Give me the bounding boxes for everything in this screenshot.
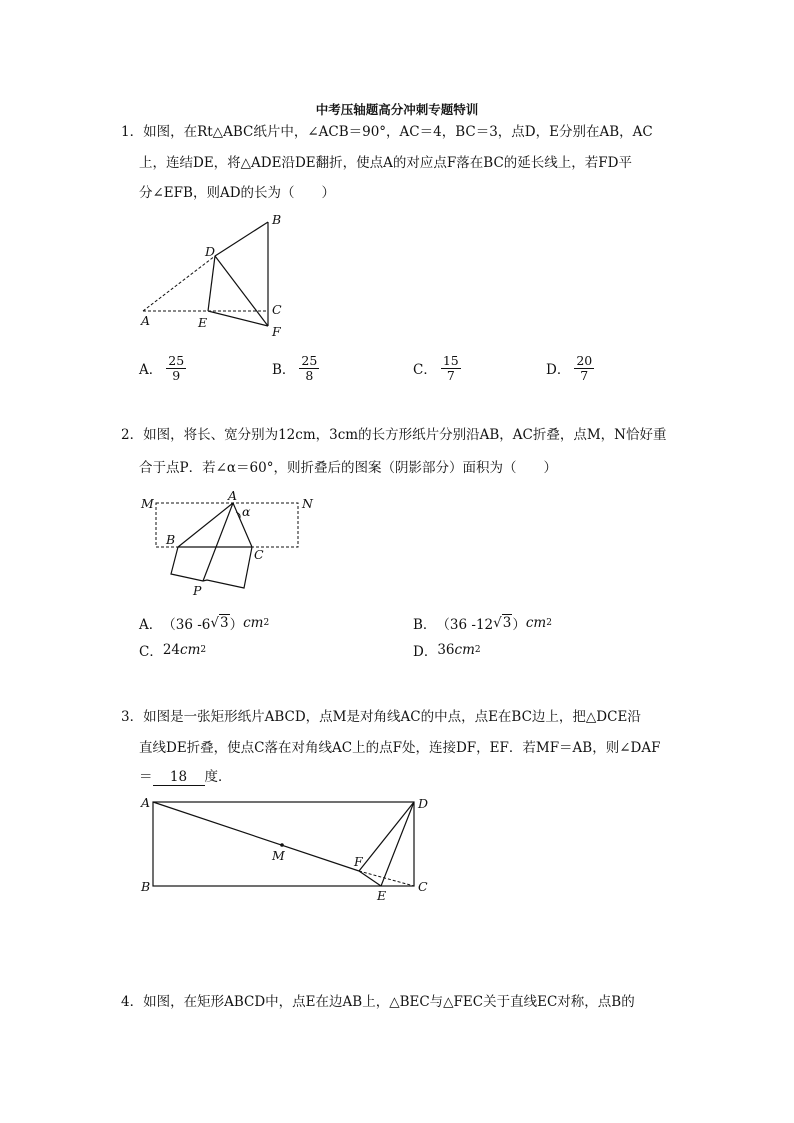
q2-label-C: C bbox=[254, 547, 264, 562]
q2-choice-b-unit: cm bbox=[525, 615, 547, 631]
q2-choice-a-radicand: 3 bbox=[219, 615, 229, 631]
q3-label-D: D bbox=[418, 796, 429, 811]
q2-choice-b-post: ） bbox=[512, 617, 526, 633]
q2-choice-d-letter: D． bbox=[413, 644, 438, 660]
q1-label-E: E bbox=[198, 315, 208, 330]
q3-label-E: E bbox=[377, 888, 387, 903]
q2-choice-d-exp: 2 bbox=[474, 645, 481, 655]
q4-line-1 bbox=[121, 996, 635, 1010]
q2-choice-a-post: ） bbox=[229, 617, 244, 633]
q3-number: 3． bbox=[121, 709, 144, 725]
q3-text-1: 如图是一张矩形纸片ABCD，点M是对角线AC的中点，点E在BC边上，把△DCE沿 bbox=[143, 709, 641, 725]
q3-label-C: C bbox=[418, 879, 428, 894]
q1-choice-d-den: 7 bbox=[580, 367, 589, 383]
q3-text-2: 直线DE折叠，使点C落在对角线AC上的点F处，连接DF，EF．若MF＝AB，则∠DAF bbox=[139, 740, 661, 756]
q1-number: 1． bbox=[121, 124, 144, 140]
q2-choice-a-unit: cm bbox=[243, 615, 264, 631]
q1-choice-d-num: 20 bbox=[576, 353, 593, 368]
q2-choice-a-letter: A． bbox=[139, 617, 163, 633]
q1-text-3: 分∠EFB，则AD的长为（ ） bbox=[139, 185, 336, 201]
q2-choice-b-sqrt: √3 bbox=[493, 615, 512, 631]
q2-choice-d-val: 36 bbox=[437, 642, 455, 658]
page-title: 中考压轴题高分冲刺专题特训 bbox=[315, 102, 479, 117]
q2-choice-a-exp: 2 bbox=[263, 618, 270, 628]
q1-text-2: 上，连结DE，将△ADE沿DE翻折，使点A的对应点F落在BC的延长线上，若FD平 bbox=[139, 155, 632, 171]
q2-choice-c-unit: cm bbox=[180, 642, 201, 658]
q2-choice-c-letter: C． bbox=[139, 644, 163, 660]
q4-text-1: 如图，在矩形ABCD中，点E在边AB上，△BEC与△FEC关于直线EC对称，点B的 bbox=[143, 994, 635, 1010]
q1-label-D: D bbox=[205, 244, 216, 259]
q4-number: 4． bbox=[121, 994, 144, 1010]
q3-label-F: F bbox=[354, 854, 363, 869]
q1-choice-a-den: 9 bbox=[172, 367, 181, 383]
q2-label-M: M bbox=[141, 496, 154, 511]
q2-label-alpha: α bbox=[242, 504, 251, 519]
q1-label-A: A bbox=[141, 313, 151, 328]
q2-choice-b-radicand: 3 bbox=[502, 615, 512, 631]
q2-label-N: N bbox=[302, 496, 313, 511]
q3-text-3-post: 度． bbox=[204, 769, 232, 785]
q1-choice-a-num: 25 bbox=[168, 353, 185, 368]
q2-text-1: 如图，将长、宽分别为12cm，3cm的长方形纸片分别沿AB，AC折叠，点M，N恰好重 bbox=[143, 427, 667, 443]
q2-choice-c-exp: 2 bbox=[200, 645, 207, 655]
q1-choice-c-num: 15 bbox=[442, 353, 459, 368]
q2-choice-d-unit: cm bbox=[454, 642, 475, 658]
q3-label-B: B bbox=[141, 879, 151, 894]
q1-choice-b-den: 8 bbox=[305, 367, 314, 383]
q2-text-2: 合于点P．若∠α＝60°，则折叠后的图案（阴影部分）面积为（ ） bbox=[139, 460, 557, 476]
q3-label-M: M bbox=[272, 848, 285, 863]
q2-choice-c-val: 24 bbox=[162, 642, 181, 658]
q1-choice-d-letter: D． bbox=[546, 362, 571, 379]
q3-label-A: A bbox=[141, 795, 151, 810]
q1-choice-c-den: 7 bbox=[446, 367, 455, 383]
q2-label-B: B bbox=[166, 532, 176, 547]
q2-label-P: P bbox=[193, 583, 202, 598]
q2-number: 2． bbox=[121, 427, 144, 443]
q1-label-F: F bbox=[272, 324, 281, 339]
q2-choice-a-pre: （36 -6 bbox=[162, 617, 211, 633]
q1-choice-b-letter: B． bbox=[272, 362, 296, 379]
q2-choice-b-letter: B． bbox=[413, 617, 437, 633]
q1-choice-b-num: 25 bbox=[301, 353, 318, 368]
q3-answer-blank: 18 bbox=[153, 771, 205, 786]
q2-label-A: A bbox=[228, 488, 238, 503]
q3-text-3-pre: ＝ bbox=[139, 769, 153, 785]
q1-text-1: 如图，在Rt△ABC纸片中，∠ACB＝90°，AC＝4，BC＝3，点D，E分别在AB，AC bbox=[143, 124, 653, 140]
q1-choice-c-letter: C． bbox=[413, 362, 437, 379]
q1-choice-a-letter: A． bbox=[139, 362, 163, 379]
q2-choice-a-sqrt: √3 bbox=[210, 615, 229, 631]
q1-label-C: C bbox=[272, 302, 282, 317]
q2-choice-b-exp: 2 bbox=[546, 618, 552, 628]
q1-label-B: B bbox=[272, 212, 282, 227]
q2-choice-b-pre: （36 -12 bbox=[436, 617, 494, 633]
